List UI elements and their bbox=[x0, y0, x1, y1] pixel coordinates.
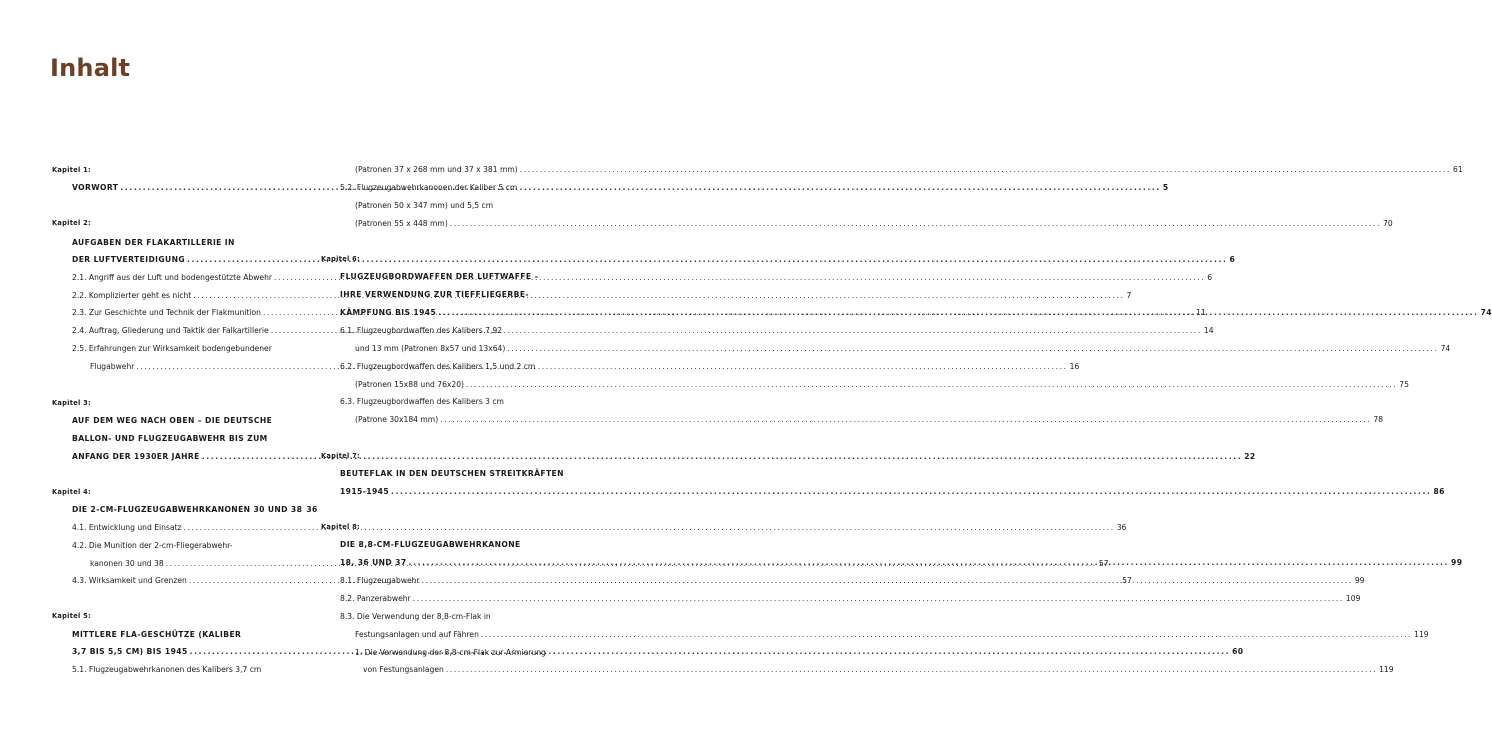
toc-entry[interactable]: 2.4. Auftrag, Gliederung und Taktik der Falkartillerie ..... 14 bbox=[72, 324, 312, 338]
toc-entry[interactable]: 8.2. Panzerabwehr ..... 109 bbox=[340, 592, 583, 606]
toc-entry[interactable]: 3,7 BIS 5,5 CM) BIS 1945 ..... 60 bbox=[72, 645, 312, 659]
toc-entry[interactable]: 6.1. Flugzeugbordwaffen des Kalibers 7,92 bbox=[340, 326, 503, 335]
toc-entry[interactable]: 2.2. Komplizierter geht es nicht ..... 7 bbox=[72, 289, 312, 303]
toc-entry[interactable]: 5.1. Flugzeugabwehrkanonen des Kalibers 3,7 cm bbox=[72, 665, 262, 674]
toc-entry[interactable]: und 13 mm (Patronen 8x57 und 13x64) ..... 74 bbox=[355, 342, 583, 356]
toc-entry[interactable]: ANFANG DER 1930ER JAHRE ..... 22 bbox=[72, 450, 312, 464]
toc-entry[interactable]: DER LUFTVERTEIDIGUNG ..... 6 bbox=[72, 253, 312, 267]
toc-entry[interactable]: 8.3. Die Verwendung der 8,8-cm-Flak in bbox=[340, 612, 491, 621]
toc-entry[interactable]: (Patronen 55 x 448 mm) ..... 70 bbox=[355, 217, 583, 231]
toc-entry[interactable]: DIE 8,8-CM-FLUGZEUGABWEHRKANONE bbox=[340, 540, 521, 549]
toc-entry[interactable]: BALLON- UND FLUGZEUGABWEHR BIS ZUM bbox=[72, 434, 268, 443]
chapter-label: Kapitel 4: bbox=[52, 488, 91, 496]
chapter-label: Kapitel 8: bbox=[321, 523, 360, 531]
toc-entry[interactable]: IHRE VERWENDUNG ZUR TIEFFLIEGERBE- bbox=[340, 290, 529, 299]
toc-entry[interactable]: 18, 36 UND 37 ..... 99 bbox=[340, 556, 583, 570]
toc-entry[interactable]: 1915-1945 ..... 86 bbox=[340, 485, 583, 499]
toc-entry[interactable]: (Patrone 30x184 mm) ..... 78 bbox=[355, 413, 583, 427]
toc-entry[interactable]: AUFGABEN DER FLAKARTILLERIE IN bbox=[72, 238, 235, 247]
toc-entry[interactable]: 2.3. Zur Geschichte und Technik der Flakmunition ..... 11 bbox=[72, 306, 312, 320]
chapter-label: Kapitel 6: bbox=[321, 255, 360, 263]
toc-entry[interactable]: 5.2. Flugzeugabwehrkanonen der Kaliber 5 cm bbox=[340, 183, 518, 192]
toc-entry[interactable]: 8.1. Flugzeugabwehr ..... 99 bbox=[340, 574, 583, 588]
toc-entry[interactable]: DIE 2-CM-FLUGZEUGABWEHRKANONEN 30 UND 38 36 bbox=[72, 505, 318, 514]
toc-entry[interactable]: kanonen 30 und 38 ..... 57 bbox=[90, 557, 312, 571]
toc-entry[interactable]: 2.5. Erfahrungen zur Wirksamkeit bodengebundener bbox=[72, 344, 272, 353]
toc-entry[interactable]: FLUGZEUGBORDWAFFEN DER LUFTWAFFE – bbox=[340, 272, 539, 281]
toc-entry[interactable]: 2.1. Angriff aus der Luft und bodengestützte Abwehr ..... 6 bbox=[72, 271, 312, 285]
chapter-label: Kapitel 5: bbox=[52, 612, 91, 620]
toc-entry[interactable]: 1. Die Verwendung der 8,8-cm-Flak zur Armierung bbox=[355, 648, 546, 657]
page-title: Inhalt bbox=[50, 54, 131, 82]
chapter-label: Kapitel 7: bbox=[321, 452, 360, 460]
chapter-label: Kapitel 1: bbox=[52, 166, 91, 174]
toc-entry[interactable]: MITTLERE FLA-GESCHÜTZE (KALIBER bbox=[72, 630, 242, 639]
toc-entry[interactable]: Festungsanlagen und auf Fähren ..... 119 bbox=[355, 628, 583, 642]
toc-entry[interactable]: Flugabwehr ..... 16 bbox=[90, 360, 312, 374]
chapter-label: Kapitel 2: bbox=[52, 219, 91, 227]
toc-entry[interactable]: (Patronen 37 x 268 mm und 37 x 381 mm) ..... 61 bbox=[355, 163, 583, 177]
toc-entry[interactable]: AUF DEM WEG NACH OBEN – DIE DEUTSCHE bbox=[72, 416, 273, 425]
toc-entry[interactable]: BEUTEFLAK IN DEN DEUTSCHEN STREITKRÄFTEN bbox=[340, 469, 564, 478]
toc-entry[interactable]: 6.2. Flugzeugbordwaffen des Kalibers 1,5 und 2 cm bbox=[340, 362, 536, 371]
chapter-label: Kapitel 3: bbox=[52, 399, 91, 407]
toc-entry[interactable]: 4.1. Entwicklung und Einsatz ..... 36 bbox=[72, 521, 312, 535]
toc-entry[interactable]: (Patronen 50 x 347 mm) und 5,5 cm bbox=[355, 201, 494, 210]
toc-entry[interactable]: KÄMPFUNG BIS 1945 ..... 74 bbox=[340, 306, 583, 320]
toc-entry[interactable]: (Patronen 15x88 und 76x20) ..... 75 bbox=[355, 378, 583, 392]
toc-entry[interactable]: 4.2. Die Munition der 2-cm-Fliegerabwehr- bbox=[72, 541, 233, 550]
toc-entry[interactable]: 4.3. Wirksamkeit und Grenzen ..... 57 bbox=[72, 574, 312, 588]
toc-entry[interactable]: 6.3. Flugzeugbordwaffen des Kalibers 3 cm bbox=[340, 397, 504, 406]
toc-entry[interactable]: von Festungsanlagen ..... 119 bbox=[363, 663, 583, 677]
toc-entry[interactable]: VORWORT ..... 5 bbox=[72, 181, 312, 195]
